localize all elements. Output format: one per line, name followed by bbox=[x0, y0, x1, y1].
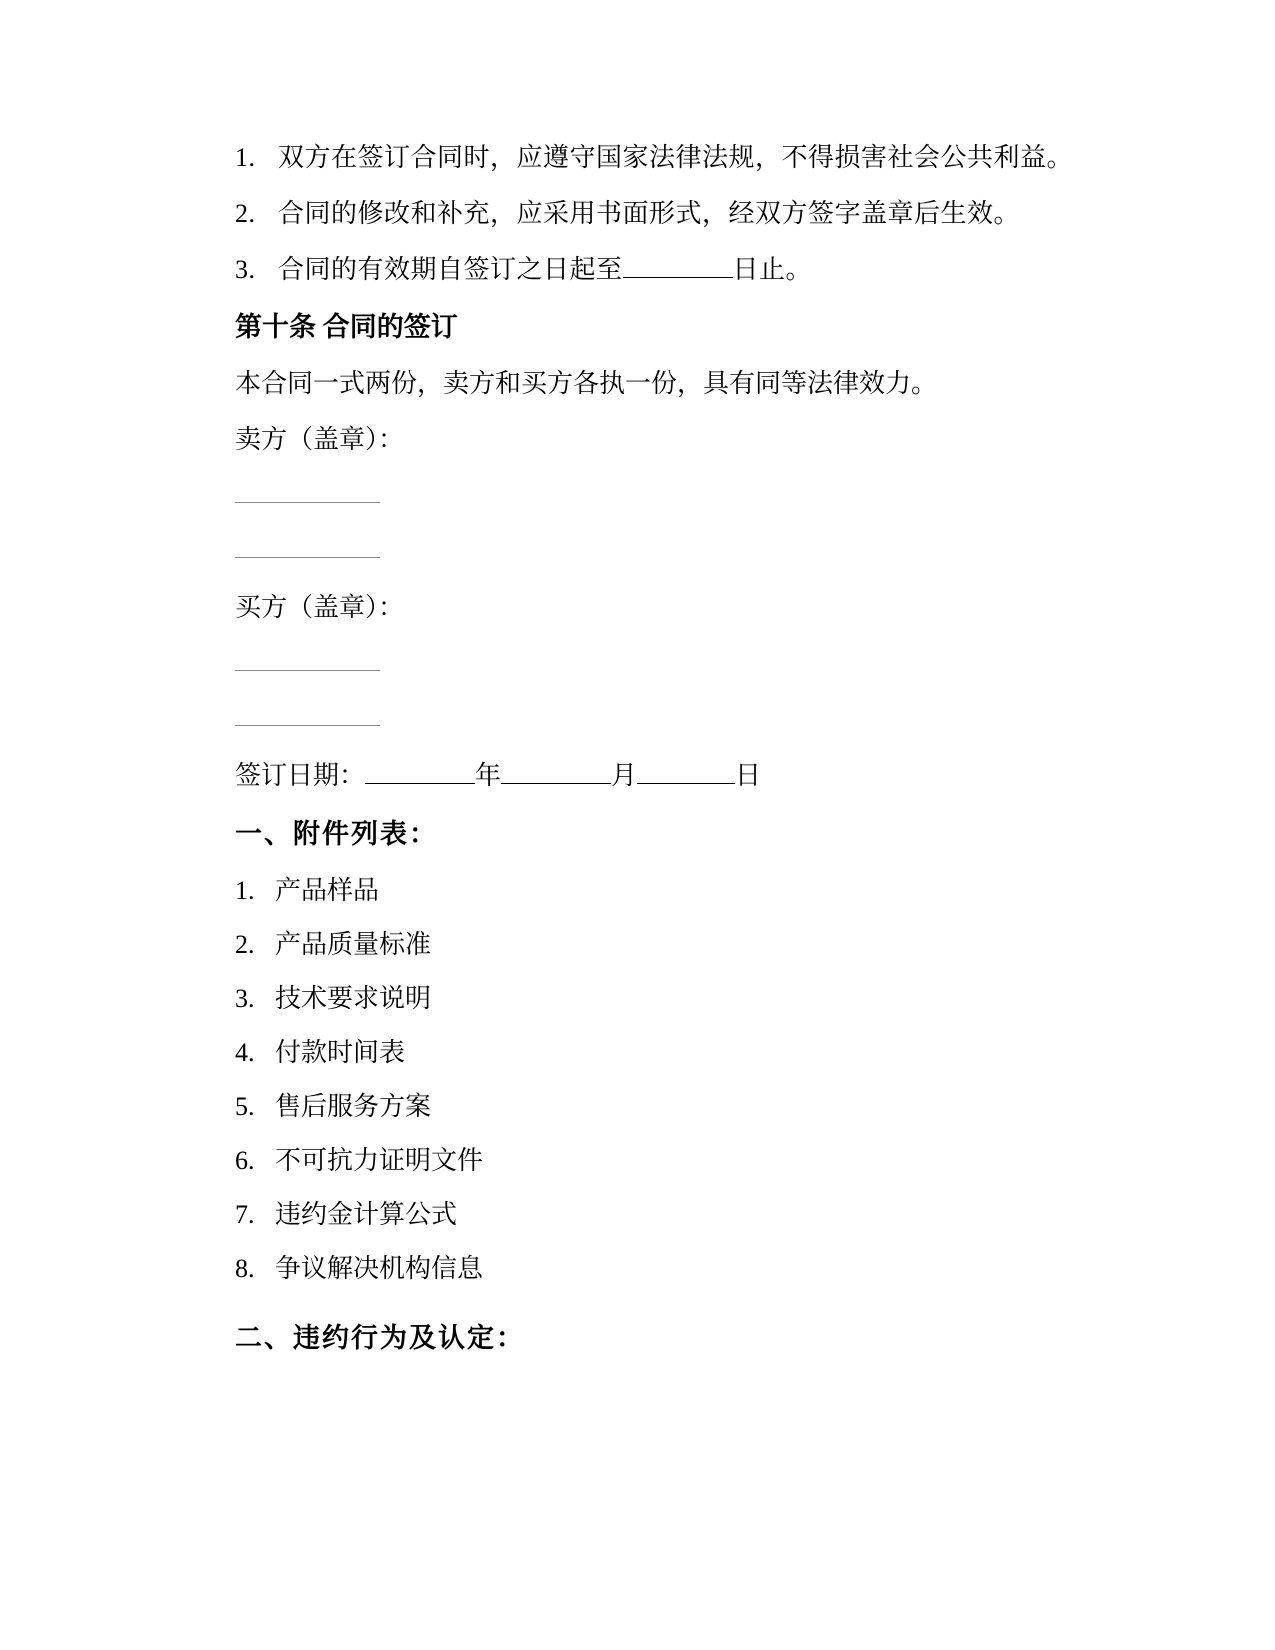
appendix-item-label: 售后服务方案 bbox=[275, 1092, 432, 1121]
appendix-item bbox=[235, 1188, 1115, 1242]
sign-date-year-unit: 年 bbox=[475, 761, 502, 790]
appendix-item-label: 产品质量标准 bbox=[275, 930, 432, 959]
appendix-item-number: 8. bbox=[235, 1254, 255, 1283]
appendix-item bbox=[235, 864, 1115, 918]
appendix-item-number: 5. bbox=[235, 1092, 255, 1121]
sign-date-day-unit: 日 bbox=[735, 761, 762, 790]
buyer-signature-lines bbox=[235, 636, 1115, 726]
appendix-item-number: 4. bbox=[235, 1038, 255, 1067]
clause-number: 3. bbox=[235, 255, 256, 284]
seller-signature-line-2[interactable] bbox=[235, 557, 380, 558]
seller-signature-lines bbox=[235, 468, 1115, 558]
sign-date-day-blank[interactable] bbox=[637, 783, 735, 784]
clause-item-1 bbox=[235, 130, 1115, 186]
appendix-item-label: 争议解决机构信息 bbox=[275, 1254, 484, 1283]
appendix-item bbox=[235, 918, 1115, 972]
clause-number: 1. bbox=[235, 143, 256, 172]
appendix-item bbox=[235, 1026, 1115, 1080]
clause-text: 双方在签订合同时，应遵守国家法律法规，不得损害社会公共利益。 bbox=[278, 143, 1074, 172]
clause-number: 2. bbox=[235, 199, 256, 228]
appendix-item-number: 6. bbox=[235, 1146, 255, 1175]
appendix-item-number: 1. bbox=[235, 876, 255, 905]
appendix-item bbox=[235, 1080, 1115, 1134]
buyer-seal-label: 买方（盖章）： bbox=[235, 593, 405, 622]
appendix-item-label: 付款时间表 bbox=[275, 1038, 406, 1067]
section-ten-heading: 第十条 合同的签订 bbox=[235, 312, 458, 342]
appendix-item bbox=[235, 1134, 1115, 1188]
appendix-item-label: 产品样品 bbox=[275, 876, 380, 905]
clause-item-2 bbox=[235, 186, 1115, 242]
clause-text-before: 合同的有效期自签订之日起至 bbox=[278, 255, 623, 284]
buyer-signature-line-2[interactable] bbox=[235, 725, 380, 726]
appendix-heading: 一、附件列表： bbox=[235, 819, 438, 849]
sign-date-year-blank[interactable] bbox=[365, 783, 475, 784]
appendix-item-number: 2. bbox=[235, 930, 255, 959]
appendix-item-label: 技术要求说明 bbox=[275, 984, 432, 1013]
sign-date-label: 签订日期： bbox=[235, 761, 366, 790]
appendix-item-label: 违约金计算公式 bbox=[275, 1200, 458, 1229]
appendix-item-number: 7. bbox=[235, 1200, 255, 1229]
clause-text-after: 日止。 bbox=[732, 255, 813, 284]
appendix-item bbox=[235, 1242, 1115, 1296]
sign-date-month-blank[interactable] bbox=[501, 783, 611, 784]
sign-date-row bbox=[235, 748, 1115, 804]
appendix-item-number: 3. bbox=[235, 984, 255, 1013]
breach-heading: 二、违约行为及认定： bbox=[235, 1323, 525, 1353]
seller-seal-label: 卖方（盖章）： bbox=[235, 425, 405, 454]
sign-date-month-unit: 月 bbox=[611, 761, 638, 790]
appendix-item-label: 不可抗力证明文件 bbox=[275, 1146, 484, 1175]
validity-date-blank[interactable] bbox=[623, 277, 733, 278]
clause-text: 合同的修改和补充，应采用书面形式，经双方签字盖章后生效。 bbox=[278, 199, 1021, 228]
clause-item-3 bbox=[235, 242, 1115, 298]
section-ten-body: 本合同一式两份，卖方和买方各执一份，具有同等法律效力。 bbox=[235, 369, 938, 398]
appendix-item bbox=[235, 972, 1115, 1026]
